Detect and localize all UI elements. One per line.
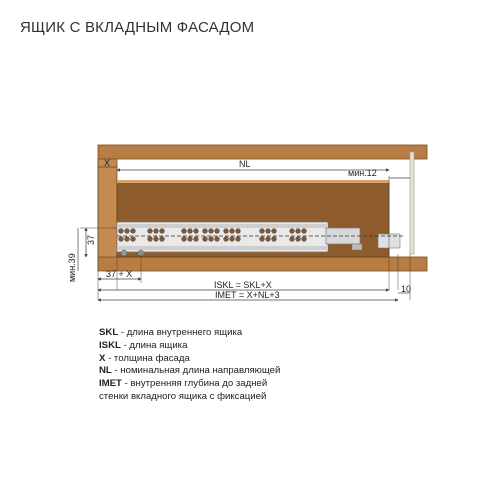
iskl-label: ISKL = SKL+X (214, 280, 272, 290)
slide-hole (154, 229, 159, 234)
slide-hole (266, 229, 271, 234)
slide-hole (272, 237, 277, 242)
legend-row-imet: IMET - внутренняя глубина до задней (99, 378, 268, 390)
diagram-title: ЯЩИК С ВКЛАДНЫМ ФАСАДОМ (20, 19, 255, 36)
x37-label: 37 + X (106, 269, 133, 279)
slide-hole (230, 229, 235, 234)
slide-hole (302, 237, 307, 242)
slide-hole (290, 237, 295, 242)
min39-label: мин.39 (67, 253, 77, 282)
legend (99, 327, 280, 404)
slide-hole (266, 237, 271, 242)
cabinet-top-panel (98, 145, 427, 159)
ten-label: 10 (401, 284, 412, 294)
slide-hole (215, 237, 220, 242)
slide-hole (131, 229, 136, 234)
slide-hole (131, 237, 136, 242)
slide-hole (148, 229, 153, 234)
legend-row-nl: NL - номинальная длина направляющей (99, 365, 281, 377)
slide-hole (260, 229, 265, 234)
slide-hole (203, 229, 208, 234)
x-label: X (104, 158, 111, 168)
nl-label: NL (239, 159, 251, 169)
slide-hole (182, 229, 187, 234)
legend-row-imet-cont: стенки вкладного ящика с фиксацией (99, 390, 267, 402)
slide-hole (260, 237, 265, 242)
slide-foot (121, 250, 127, 256)
drawer-top-edge (117, 180, 389, 183)
legend-row-x: X - толщина фасада (99, 352, 190, 364)
slide-hole (119, 229, 124, 234)
slide-hole (224, 237, 229, 242)
slide-hole (236, 229, 241, 234)
slide-hole (154, 237, 159, 242)
legend-row-skl: SKL - длина внутреннего ящика (99, 327, 243, 338)
slide-hole (215, 229, 220, 234)
slide-hole (119, 237, 124, 242)
slide-hole (209, 237, 214, 242)
h37-label: 37 (86, 234, 96, 245)
slide-hole (302, 229, 307, 234)
slide-hole (230, 237, 235, 242)
slide-hole (209, 229, 214, 234)
slide-hole (236, 237, 241, 242)
slide-hole (182, 237, 187, 242)
slide-hole (224, 229, 229, 234)
slide-hole (125, 237, 130, 242)
slide-hole (194, 237, 199, 242)
slide-hole (148, 237, 153, 242)
slide-hole (272, 229, 277, 234)
slide-hole (188, 229, 193, 234)
imet-label: IMET = X+NL+3 (215, 290, 280, 300)
front-panel (98, 159, 117, 257)
cabinet-back-panel (410, 152, 414, 254)
min12-label: мин.12 (348, 168, 377, 178)
slide-hole (296, 229, 301, 234)
slide-hole (290, 229, 295, 234)
legend-row-iskl: ISKL - длина ящика (99, 339, 188, 351)
slide-hole (188, 237, 193, 242)
slide-hole (203, 237, 208, 242)
slide-hole (125, 229, 130, 234)
slide-hole (160, 229, 165, 234)
slide-hole (160, 237, 165, 242)
slide-hole (194, 229, 199, 234)
slide-hole (296, 237, 301, 242)
cabinet-bottom-panel (98, 257, 427, 271)
